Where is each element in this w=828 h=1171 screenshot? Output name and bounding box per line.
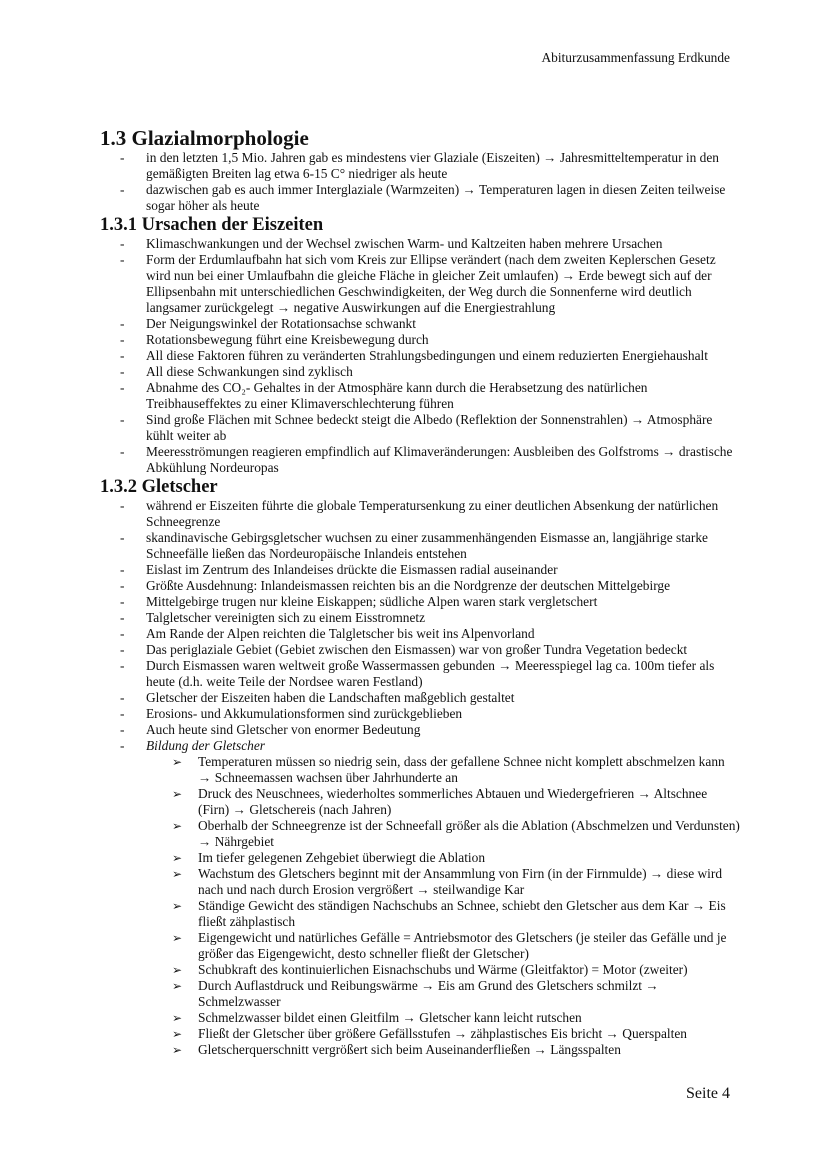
list-item: - Größte Ausdehnung: Inlandeismassen reichten bis an die Nordgrenze der deutschen Mittelgebirge (120, 578, 671, 593)
list-item: - Das periglaziale Gebiet (Gebiet zwischen den Eismassen) war von großer Tundra Vegetation bedeckt (120, 642, 688, 657)
list-item: - Talgletscher vereinigten sich zu einem Eisstromnetz (120, 610, 426, 625)
list-item: - All diese Schwankungen sind zyklisch (120, 364, 353, 379)
arrow-bullet-icon: ➢ (172, 755, 183, 769)
dash-bullet: - (120, 348, 125, 363)
page-header: Abiturzusammenfassung Erdkunde (541, 50, 730, 65)
dash-bullet: - (120, 364, 125, 379)
arrow-bullet-icon: ➢ (172, 1043, 183, 1057)
dash-bullet: - (120, 594, 125, 609)
arrow-bullet-icon: ➢ (172, 787, 183, 801)
list-item: - Eislast im Zentrum des Inlandeises drückte die Eismassen radial auseinander (120, 562, 558, 577)
list-item (100, 738, 740, 1058)
list-item: - dazwischen gab es auch immer Interglaziale (Warmzeiten) → Temperaturen lagen in diesen Zeiten teilweise sogar höher als heute (120, 182, 726, 213)
document-body (100, 126, 740, 1058)
arrow-bullet-icon: ➢ (172, 851, 183, 865)
dash-bullet: - (120, 316, 125, 331)
dash-bullet: - (120, 626, 125, 641)
dash-bullet: - (120, 578, 125, 593)
sub-list-item: ➢ Schmelzwasser bildet einen Gleitfilm → Gletscher kann leicht rutschen (172, 1010, 582, 1025)
dash-bullet: - (120, 610, 125, 625)
arrow-bullet-icon: ➢ (172, 867, 183, 881)
sub-list-item: ➢ Fließt der Gletscher über größere Gefällsstufen → zähplastisches Eis bricht → Querspalten (172, 1026, 687, 1041)
page-number: Seite 4 (686, 1085, 730, 1102)
dash-bullet: - (120, 380, 125, 395)
dash-bullet: - (120, 498, 125, 513)
section-title: 1.3 Glazialmorphologie (100, 126, 309, 150)
dash-bullet: - (120, 706, 125, 721)
dash-bullet: - (120, 236, 125, 251)
arrow-bullet-icon: ➢ (172, 1011, 183, 1025)
dash-bullet: - (120, 642, 125, 657)
sub-list-item: ➢ Im tiefer gelegenen Zehgebiet überwiegt die Ablation (172, 850, 486, 865)
list-item: - Durch Eismassen waren weltweit große Wassermassen gebunden → Meeresspiegel lag ca. 100m tiefer als heute (d.h. weite Teile der Nordsee waren Festland) (120, 658, 715, 689)
dash-bullet: - (120, 530, 125, 545)
sub-list (146, 754, 740, 1058)
list-item: - Der Neigungswinkel der Rotationsachse schwankt (120, 316, 416, 331)
list-item: - Sind große Flächen mit Schnee bedeckt steigt die Albedo (Reflektion der Sonnenstrahlen) → Atmosphäre kühlt weiter ab (120, 412, 713, 443)
list-item: - während er Eiszeiten führte die globale Temperatursenkung zu einer deutlichen Absenkung der natürlichen Schneegrenze (120, 498, 719, 529)
subheading: Bildung der Gletscher (146, 738, 266, 753)
list-item: - Rotationsbewegung führt eine Kreisbewegung durch (120, 332, 429, 347)
list-item: - All diese Faktoren führen zu veränderten Strahlungsbedingungen und einem reduzierten Energiehaushalt (120, 348, 708, 363)
sub-list-item: ➢ Temperaturen müssen so niedrig sein, dass der gefallene Schnee nicht komplett abschmelzen kann → Schneemassen wachsen über Jahrhunderte an (172, 754, 725, 785)
sub-list-item: ➢ Schubkraft des kontinuierlichen Eisnachschubs und Wärme (Gleitfaktor) = Motor (zweiter) (172, 962, 688, 977)
list-item: - Erosions- und Akkumulationsformen sind zurückgeblieben (120, 706, 463, 721)
dash-bullet: - (120, 182, 125, 197)
dash-bullet: - (120, 252, 125, 267)
list-item: - Form der Erdumlaufbahn hat sich vom Kreis zur Ellipse verändert (nach dem zweiten Keplerschen Gesetz wird nun bei einer Umlaufbahn die gleiche Fläche in gleicher Zeit umlaufen) → Erde bewegt sich auf der Ellipsenbahn mit unterschiedlichen Geschwindigkeiten, der Weg durch die Sonnenferne wird deutlich langsamer zurückgelegt → negative Auswirkungen auf die Energiestrahlung (120, 252, 716, 315)
sub-list-item: ➢ Wachstum des Gletschers beginnt mit der Ansammlung von Firn (in der Firnmulde) → diese wird nach und nach durch Erosion vergrößert → steilwandige Kar (172, 866, 723, 897)
sub-list-item: ➢ Druck des Neuschnees, wiederholtes sommerliches Abtauen und Wiedergefrieren → Altschnee (Firn) → Gletschereis (nach Jahren) (172, 786, 708, 817)
section-title: 1.3.1 Ursachen der Eiszeiten (100, 215, 324, 235)
section-title: 1.3.2 Gletscher (100, 477, 218, 497)
sub-list-item: ➢ Durch Auflastdruck und Reibungswärme → Eis am Grund des Gletschers schmilzt → Schmelzwasser (172, 978, 659, 1009)
sub-list-item: ➢ Ständige Gewicht des ständigen Nachschubs an Schnee, schiebt den Gletscher aus dem Kar → Eis fließt zähplastisch (172, 898, 726, 929)
list-item: - Abnahme des CO₂- Gehaltes in der Atmosphäre kann durch die Herabsetzung des natürlichen Treibhauseffektes zu einer Klimaverschlechterung führen (120, 380, 648, 411)
dash-bullet: - (120, 332, 125, 347)
section-list (100, 498, 740, 1058)
dash-bullet: - (120, 722, 125, 737)
dash-bullet: - (120, 738, 125, 753)
dash-bullet: - (120, 690, 125, 705)
list-item: - Am Rande der Alpen reichten die Talgletscher bis weit ins Alpenvorland (120, 626, 535, 641)
arrow-bullet-icon: ➢ (172, 963, 183, 977)
dash-bullet: - (120, 150, 125, 165)
dash-bullet: - (120, 562, 125, 577)
section-list (100, 150, 740, 214)
list-item: - in den letzten 1,5 Mio. Jahren gab es mindestens vier Glaziale (Eiszeiten) → Jahresmitteltemperatur in den gemäßigten Breiten lag etwa 6-15 C° niedriger als heute (120, 150, 720, 181)
list-item: - skandinavische Gebirgsgletscher wuchsen zu einer zusammenhängenden Eismasse an, langjährige starke Schneefälle ließen das Nordeuropäische Inlandeis entstehen (120, 530, 708, 561)
list-item: - Klimaschwankungen und der Wechsel zwischen Warm- und Kaltzeiten haben mehrere Ursachen (120, 236, 663, 251)
arrow-bullet-icon: ➢ (172, 979, 183, 993)
section-list (100, 236, 740, 476)
dash-bullet: - (120, 412, 125, 427)
sub-list-item: ➢ Eigengewicht und natürliches Gefälle = Antriebsmotor des Gletschers (je steiler das Gefälle und je größer das Eigengewicht, desto schneller fließt der Gletscher) (172, 930, 727, 961)
list-item: - Mittelgebirge trugen nur kleine Eiskappen; südliche Alpen waren stark vergletschert (120, 594, 598, 609)
dash-bullet: - (120, 444, 125, 459)
arrow-bullet-icon: ➢ (172, 819, 183, 833)
arrow-bullet-icon: ➢ (172, 931, 183, 945)
list-item: - Gletscher der Eiszeiten haben die Landschaften maßgeblich gestaltet (120, 690, 515, 705)
arrow-bullet-icon: ➢ (172, 1027, 183, 1041)
sub-list-item: ➢ Oberhalb der Schneegrenze ist der Schneefall größer als die Ablation (Abschmelzen und Verdunsten) → Nährgebiet (172, 818, 740, 849)
arrow-bullet-icon: ➢ (172, 899, 183, 913)
list-item: - Auch heute sind Gletscher von enormer Bedeutung (120, 722, 421, 737)
list-item: - Meeresströmungen reagieren empfindlich auf Klimaveränderungen: Ausbleiben des Golfstroms → drastische Abkühlung Nordeuropas (120, 444, 733, 475)
dash-bullet: - (120, 658, 125, 673)
sub-list-item: ➢ Gletscherquerschnitt vergrößert sich beim Auseinanderfließen → Längsspalten (172, 1042, 621, 1057)
